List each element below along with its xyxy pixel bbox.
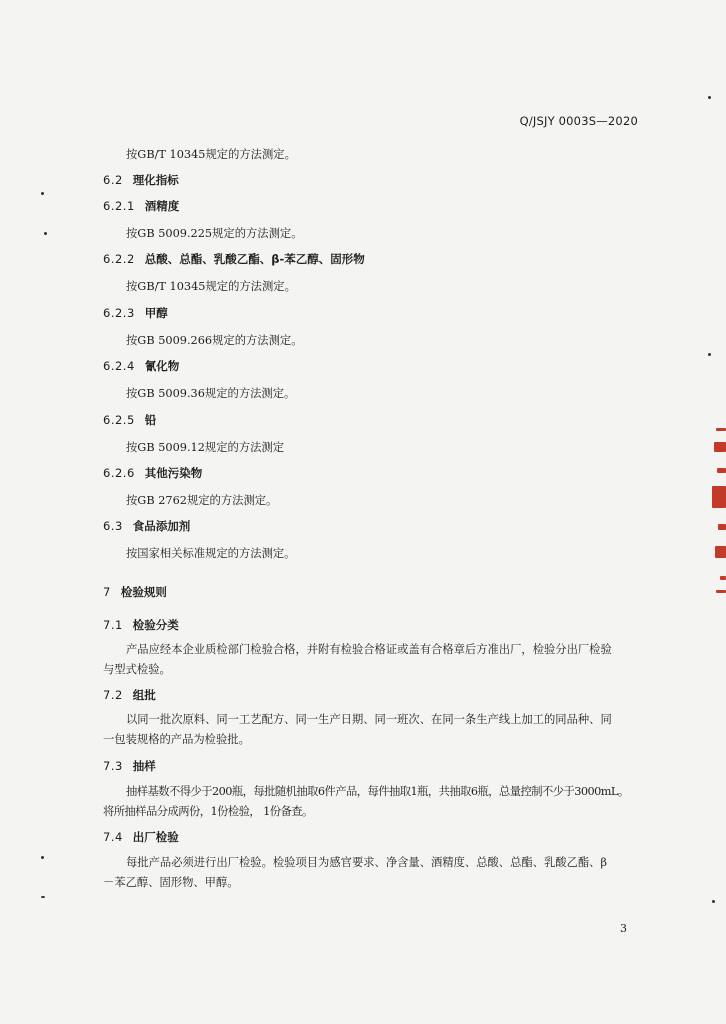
section-number: 6.2 [103, 173, 123, 187]
section-7-3-paragraph [103, 782, 641, 822]
section-number: 7.3 [103, 759, 123, 773]
section-number: 6.2.5 [103, 413, 135, 427]
paragraph-line: 抽样基数不得少于200瓶，每批随机抽取6件产品，每件抽取1瓶，共抽取6瓶，总量控制不少于3000mL。 [126, 785, 629, 798]
paragraph-line: 产品应经本企业质检部门检验合格，并附有检验合格证或盖有合格章后方准出厂，检验分出厂检验 [126, 643, 612, 656]
seal-stamp-edge [712, 428, 726, 598]
paragraph-line: －苯乙醇、固形物、甲醇。 [103, 876, 239, 889]
section-7-2-paragraph [103, 710, 641, 750]
section-number: 6.2.3 [103, 306, 135, 320]
section-title: 理化指标 [132, 173, 179, 187]
section-title: 酒精度 [144, 199, 180, 213]
scan-speck [41, 856, 44, 859]
section-6-2-1-text: 按GB 5009.225规定的方法测定。 [126, 227, 303, 240]
section-7-2-heading [103, 687, 156, 703]
scan-speck [708, 353, 711, 356]
section-number: 6.2.6 [103, 466, 135, 480]
scan-speck [41, 192, 44, 195]
section-6-2-5-text: 按GB 5009.12规定的方法测定 [126, 441, 285, 454]
section-number: 6.2.1 [103, 199, 135, 213]
section-title: 抽样 [132, 759, 156, 773]
section-7-4-heading [103, 829, 179, 845]
paragraph-line: 一包装规格的产品为检验批。 [103, 733, 250, 746]
section-title: 检验分类 [132, 618, 179, 632]
section-number: 6.3 [103, 519, 123, 533]
section-title: 食品添加剂 [132, 519, 191, 533]
section-6-3-text: 按国家相关标准规定的方法测定。 [126, 547, 296, 560]
page-number: 3 [620, 922, 627, 935]
scan-speck [41, 896, 45, 898]
scan-speck [44, 232, 47, 235]
section-6-2-heading [103, 172, 179, 188]
section-7-3-heading [103, 758, 156, 774]
document-code: Q/JSJY 0003S—2020 [519, 114, 638, 128]
section-6-2-6-heading [103, 465, 202, 481]
section-6-2-5-heading [103, 412, 156, 428]
section-number: 7.2 [103, 688, 123, 702]
section-number: 6.2.4 [103, 359, 135, 373]
section-7-1-paragraph [103, 640, 641, 680]
section-title: 氰化物 [144, 359, 180, 373]
scan-speck [708, 96, 711, 99]
section-6-2-2-heading [103, 251, 365, 267]
section-title: 铅 [144, 413, 157, 427]
paragraph-line: 每批产品必须进行出厂检验。检验项目为感官要求、净含量、酒精度、总酸、总酯、乳酸乙酯、β [126, 856, 608, 869]
section-title: 出厂检验 [132, 830, 179, 844]
section-title: 甲醇 [144, 306, 168, 320]
section-6-2-1-heading [103, 198, 179, 214]
section-number: 6.2.2 [103, 252, 135, 266]
section-7-1-heading [103, 617, 179, 633]
intro-line: 按GB/T 10345规定的方法测定。 [126, 148, 296, 161]
paragraph-line: 与型式检验。 [103, 663, 171, 676]
paragraph-line: 将所抽样品分成两份，1份检验， 1份备查。 [103, 805, 313, 818]
section-6-2-4-heading [103, 358, 179, 374]
scan-speck [712, 900, 715, 903]
section-title: 其他污染物 [144, 466, 203, 480]
section-number: 7.1 [103, 618, 123, 632]
section-6-2-4-text: 按GB 5009.36规定的方法测定。 [126, 387, 296, 400]
section-6-2-3-text: 按GB 5009.266规定的方法测定。 [126, 334, 303, 347]
section-7-4-paragraph [103, 853, 641, 893]
section-title: 总酸、总酯、乳酸乙酯、β-苯乙醇、固形物 [144, 252, 365, 266]
section-title: 组批 [132, 688, 156, 702]
section-6-2-3-heading [103, 305, 168, 321]
section-number: 7 [103, 585, 111, 599]
section-title: 检验规则 [120, 585, 167, 599]
section-7-heading [103, 584, 167, 600]
paragraph-line: 以同一批次原料、同一工艺配方、同一生产日期、同一班次、在同一条生产线上加工的同品种、同 [126, 713, 612, 726]
section-6-2-6-text: 按GB 2762规定的方法测定。 [126, 494, 278, 507]
section-6-3-heading [103, 518, 190, 534]
section-number: 7.4 [103, 830, 123, 844]
section-6-2-2-text: 按GB/T 10345规定的方法测定。 [126, 280, 296, 293]
